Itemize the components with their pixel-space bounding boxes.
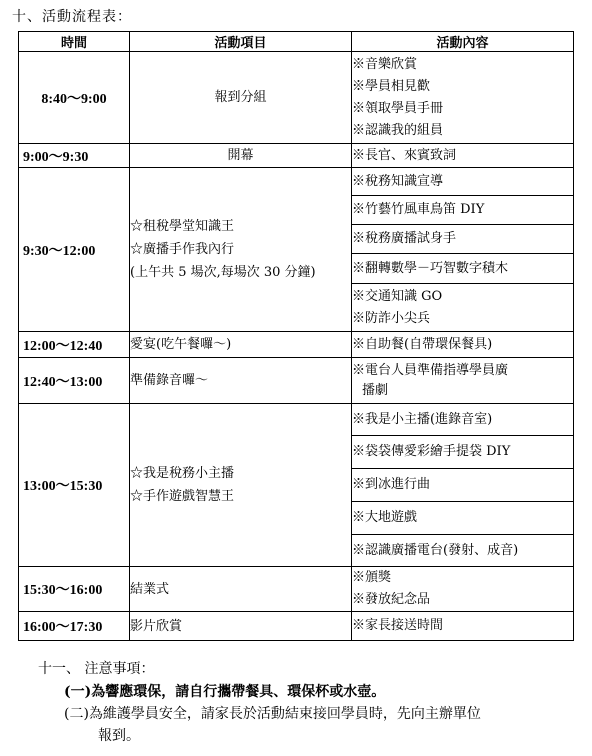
item-cell: 愛宴(吃午餐囉～) [130,332,352,358]
content-line: ※我是小主播(進錄音室) [352,411,493,427]
table-row [19,567,574,612]
content-cell [352,469,574,502]
content-cell [352,196,574,225]
content-cell [352,612,574,641]
time-cell: 12:40～13:00 [19,358,130,404]
content-line: ※頒獎 [352,570,392,585]
item-line: ☆我是稅務小主播 [130,466,235,481]
content-cell [352,52,574,144]
content-line: ※認識我的組員 [352,122,444,138]
header-item: 活動項目 [130,32,352,52]
time-cell: 9:00～9:30 [19,144,130,168]
item-cell: 開幕 [130,144,352,168]
content-cell [352,358,574,404]
content-cell [352,567,574,612]
time-cell: 9:30～12:00 [19,168,130,332]
item-cell: 影片欣賞 [130,612,352,641]
item-line: ☆手作遊戲智慧王 [130,489,235,504]
header-time: 時間 [19,32,130,52]
content-cell [352,332,574,358]
content-cell [352,225,574,254]
item-line: ☆廣播手作我內行 [130,242,235,257]
content-line: ※領取學員手冊 [352,100,444,116]
item-cell: 報到分組 [130,52,352,144]
table-row [19,358,574,404]
item-cell: 準備錄音囉～ [130,358,352,404]
time-cell: 8:40～9:00 [19,52,130,144]
table-row [19,52,574,144]
content-line: ※自助餐(自帶環保餐具) [352,336,493,352]
content-line: ※認識廣播電台(發射、成音) [352,542,519,558]
note-item-2-line-2: 報到。 [98,728,140,744]
section-title: 十、活動流程表： [12,9,132,25]
content-cell [352,284,574,332]
note-item-2 [64,703,564,747]
item-cell [130,404,352,567]
content-line: ※家長接送時間 [352,618,444,633]
content-cell [352,168,574,196]
time-cell: 13:00～15:30 [19,404,130,567]
time-cell: 16:00～17:30 [19,612,130,641]
table-row [19,332,574,358]
table-row [19,612,574,641]
content-line: ※袋袋傳愛彩繪手提袋 DIY [352,444,511,459]
content-line: ※防詐小尖兵 [352,310,431,326]
item-cell [130,168,352,332]
content-cell [352,535,574,567]
content-line: ※到冰進行曲 [352,477,431,492]
note-item-1: (一)為響應環保，請自行攜帶餐具、環保杯或水壺。 [64,684,386,700]
item-line: ☆租稅學堂知識王 [130,219,235,234]
content-line: ※發放紀念品 [352,592,431,607]
content-line: ※長官、來賓致詞 [352,147,457,163]
content-line: ※稅務廣播試身手 [352,231,457,246]
content-line: ※音樂欣賞 [352,56,418,72]
item-cell: 結業式 [130,567,352,612]
item-line: (上午共 5 場次,每場次 30 分鐘) [130,265,316,280]
content-cell [352,404,574,436]
table-row [19,144,574,168]
schedule-table [18,31,574,641]
content-line: ※電台人員準備指導學員廣 [352,362,509,378]
content-line: ※學員相見歡 [352,78,431,94]
content-line: ※翻轉數學－巧智數字積木 [352,260,509,276]
table-row [19,168,574,196]
content-cell [352,144,574,168]
content-line: ※交通知識 GO [352,288,443,304]
note-item-2-line-1: (二)為維護學員安全，請家長於活動結束接回學員時，先向主辦單位 [64,706,481,722]
content-cell [352,502,574,535]
content-cell [352,436,574,469]
notes-title: 十一、 注意事項： [38,661,155,677]
content-line: 播劇 [362,382,389,398]
content-line: ※大地遊戲 [352,510,418,525]
time-cell: 12:00～12:40 [19,332,130,358]
header-content: 活動內容 [352,32,574,52]
time-cell: 15:30～16:00 [19,567,130,612]
content-line: ※竹藝竹風車鳥笛 DIY [352,202,485,217]
table-row [19,404,574,436]
content-cell [352,254,574,284]
table-header-row [19,32,574,52]
content-line: ※稅務知識宣導 [352,173,444,189]
